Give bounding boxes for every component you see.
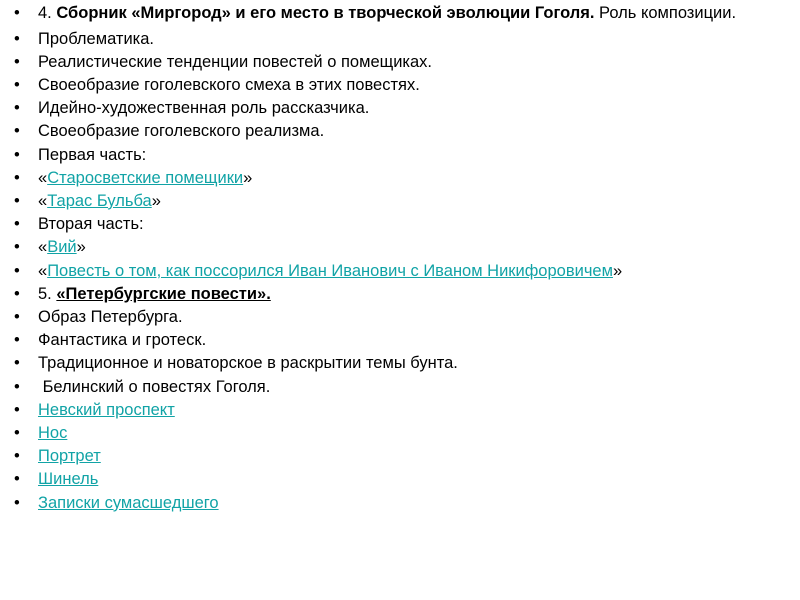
list-item-text: Реалистические тенденции повестей о помещиках. — [38, 52, 433, 71]
bullet-icon: • — [14, 238, 20, 257]
bullet-list — [14, 4, 760, 515]
quote-close: » — [76, 238, 86, 257]
bullet-icon: • — [14, 400, 20, 419]
list-item — [14, 120, 760, 143]
list-item-text: Белинский о повестях Гоголя. — [38, 377, 271, 396]
list-item — [14, 97, 760, 120]
link-nevsky-prospekt[interactable]: Невский проспект — [38, 400, 175, 419]
link-viy[interactable]: Вий — [47, 238, 77, 257]
quote-open: « — [38, 168, 48, 187]
bullet-icon: • — [14, 75, 20, 94]
list-item — [14, 51, 760, 74]
bullet-icon: • — [14, 215, 20, 234]
quote-close: » — [612, 261, 623, 280]
list-item — [14, 28, 760, 51]
list-item-peterburg-heading — [14, 283, 760, 306]
quote-open: « — [38, 191, 48, 210]
list-item-text: Первая часть: — [38, 145, 147, 164]
list-item-miргород-heading — [14, 4, 760, 28]
list-item-text: Образ Петербурга. — [38, 307, 183, 326]
section-title: Сборник «Миргород» и его место в творческой эволюции Гоголя. — [56, 4, 595, 22]
link-taras-bulba[interactable]: Тарас Бульба — [47, 191, 152, 210]
quote-close: » — [151, 191, 161, 210]
section-rest: Роль композиции. — [594, 4, 737, 22]
bullet-icon: • — [14, 122, 20, 141]
bullet-icon: • — [14, 470, 20, 489]
bullet-icon: • — [14, 493, 20, 512]
bullet-icon: • — [14, 52, 20, 71]
bullet-icon: • — [14, 145, 20, 164]
list-item — [14, 399, 760, 422]
link-nos[interactable]: Нос — [38, 423, 68, 442]
bullet-icon: • — [14, 29, 20, 48]
section-number: 4. — [38, 4, 57, 22]
bullet-icon: • — [14, 354, 20, 373]
list-item — [14, 236, 760, 259]
link-povest-o-tom-kak-possorilsya[interactable]: Повесть о том, как поссорился Иван Иванович с Иваном Никифоровичем — [47, 261, 613, 280]
list-item-text: Своеобразие гоголевского реализма. — [38, 122, 325, 141]
bullet-icon: • — [14, 307, 20, 326]
list-item — [14, 468, 760, 491]
bullet-icon: • — [14, 261, 20, 280]
list-item — [14, 190, 760, 213]
bullet-icon: • — [14, 447, 20, 466]
list-item — [14, 306, 760, 329]
list-item — [14, 260, 760, 283]
bullet-icon: • — [14, 168, 20, 187]
list-item — [14, 329, 760, 352]
list-item — [14, 144, 760, 167]
list-item — [14, 422, 760, 445]
link-starosvetskie-pomeshchiki[interactable]: Старосветские помещики — [47, 168, 244, 187]
list-item-text: Своеобразие гоголевского смеха в этих повестях. — [38, 75, 420, 94]
list-item-text: Традиционное и новаторское в раскрытии темы бунта. — [38, 354, 458, 373]
list-item-text: Фантастика и гротеск. — [38, 331, 207, 350]
section-number: 5. — [38, 284, 57, 303]
bullet-icon: • — [14, 377, 20, 396]
quote-close: » — [243, 168, 253, 187]
bullet-icon: • — [14, 284, 20, 303]
list-item-text: Вторая часть: — [38, 215, 144, 234]
section-title: «Петербургские повести». — [56, 284, 271, 303]
bullet-icon: • — [14, 331, 20, 350]
bullet-icon: • — [14, 4, 20, 22]
list-item — [14, 74, 760, 97]
quote-open: « — [38, 238, 48, 257]
bullet-icon: • — [14, 423, 20, 442]
bullet-icon: • — [14, 191, 20, 210]
list-item — [14, 376, 760, 399]
list-item-text: Проблематика. — [38, 29, 154, 48]
link-portret[interactable]: Портрет — [38, 447, 101, 466]
link-zapiski-sumasshedshego[interactable]: Записки сумасшедшего — [38, 493, 219, 512]
list-item-text: Идейно-художественная роль рассказчика. — [38, 99, 370, 118]
list-item — [14, 167, 760, 190]
bullet-icon: • — [14, 99, 20, 118]
list-item — [14, 445, 760, 468]
quote-open: « — [38, 261, 48, 280]
link-shinel[interactable]: Шинель — [38, 470, 99, 489]
list-item — [14, 213, 760, 236]
list-item — [14, 352, 760, 375]
list-item — [14, 492, 760, 515]
